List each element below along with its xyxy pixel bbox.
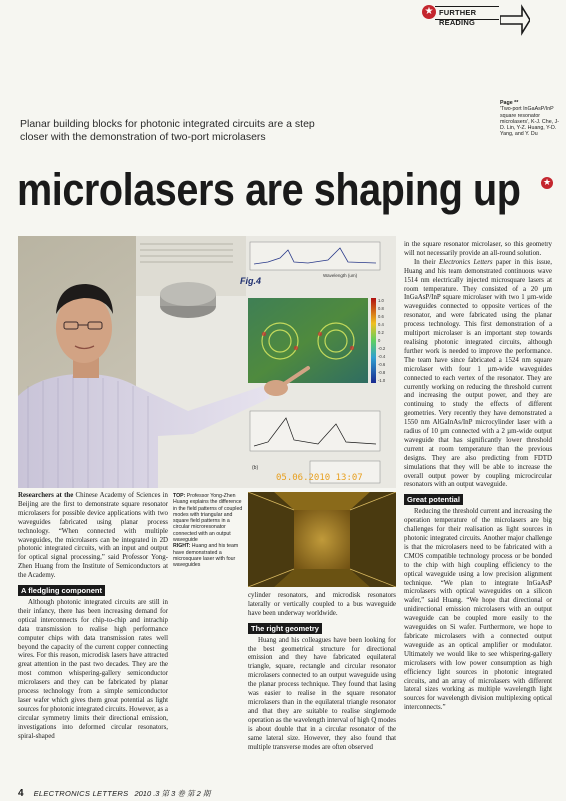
footer: [18, 783, 210, 801]
colorbar-tick: -0.2: [378, 346, 386, 351]
journal-name: ELECTRONICS LETTERS: [33, 789, 129, 798]
intro-paragraph: Chinese Academy of Sciences in Beijing are the first to demonstrate square resonator microlasers for possible device applications with two waveguides fabricated using planar process technology. “When connected with multiple waveguides, the microlasers can be integrated in 2D photonic integrated circuits, with an input and output for optical signal processing,” said Professor Yong-Zhen Huang from the Institute of Semiconductors at the Academy.: [18, 492, 168, 580]
section-heading-great-potential: Great potential: [404, 494, 463, 505]
further-reading-label: FURTHER READING: [439, 8, 477, 27]
issue-info: 2010 .3 第 3 卷 第 2 期: [134, 789, 211, 798]
section-heading-right-geometry: The right geometry: [248, 623, 322, 634]
title-star-icon: ★: [542, 178, 552, 188]
colorbar-tick: -1.0: [378, 378, 386, 383]
further-reading-reference: [500, 100, 564, 138]
colorbar-tick: 0.6: [378, 314, 384, 319]
caption-label-right: RIGHT:: [173, 543, 191, 550]
plot-axis-label: Wavelength (um): [323, 273, 358, 278]
paragraph: Reducing the threshold current and increasing the operation temperature of the microlasers are big challenges for their realisation as light sources in photonic integrated circuits. Another major challenge is that the microlasers need to be fabricated with a CMOS compatible technology process or be bonded to the chip with high coupling efficiency to the optical waveguide using a low precision alignment technique. “We plan to integrate InGaAsP microlasers with optical waveguides on a silicon wafer,” said Huang. “We hope that directional or unidirectional emission microlasers with an output waveguide can be coupled more easily to the waveguides on Si wafer. Furthermore, we hope to fabricate microlasers with a connected output waveguide as an optical amplifier or modulator. Ultimately we would like to see whispering-gallery microlasers with low power consumption as high efficiency light sources in photonic integrated circuits, and an array of microlasers with different lateral sizes working as multiple wavelength light sources for wavelength division multiplexing optical interconnects.”: [404, 508, 552, 712]
colorbar-tick: 1.0: [378, 298, 384, 303]
colorbar-tick: 0: [378, 338, 381, 343]
further-reading-tab: [435, 6, 499, 27]
star-icon: ★: [422, 5, 436, 19]
arrow-right-icon: [500, 3, 530, 37]
text-run: In their: [414, 258, 440, 266]
paragraph: in the square resonator microlaser, so this geometry will not necessarily provide an all-round solution.: [404, 241, 552, 257]
paragraph: cylinder resonators, and microdisk resonators laterally or vertically coupled to a bus waveguide have been underway worldwide.: [248, 592, 396, 617]
colorbar-tick: -0.8: [378, 370, 386, 375]
colorbar-tick: 0.8: [378, 306, 384, 311]
page-label: Page **: [500, 100, 519, 106]
column-1: [18, 492, 168, 741]
caption-right-text: Huang and his team have demonstrated a microsquare laser with four waveguides: [173, 543, 239, 569]
page-title: microlasers are shaping up: [17, 164, 521, 215]
section-heading-fledgling: A fledgling component: [18, 585, 105, 596]
text-run: paper in this issue, Huang and his team demonstrated continuous wave 1514 nm electrically injected microsquare lasers at room temperature. They consisted of a 20 µm InGaAsP/InP square microlaser with two 1 µm-wide waveguides connected to opposite vertices of the resonator, and were fabricated using the planar process technology. This first demonstration of a multiport microlaser is an important step towards realising photonic integrated circuits, although further work is needed to improve the performance. The team have since fabricated a 1524 nm square microlaser with four 1 µm-wide waveguides connected to each vertex of the resonator. They are currently working on reducing the threshold current and increasing the output power, and they are continuing to study the effects of different geometries. Very recently they have demonstrated a 1550 nm AlGaInAs/InP microcylinder laser with a radius of 10 µm connected with a 2 µm-wide output waveguide that has significantly lower threshold current at room temperature than the previous designs. They are also predicting from FDTD simulations that they will be able to increase the overall output power by coupling microcircular resonators with an output waveguide.: [404, 258, 553, 489]
caption-top-text: Professor Yong-Zhen Huang explains the difference in the field patterns of coupled modes with triangular and square field patterns in a circular microresonator connected with an output waveguide: [173, 493, 243, 544]
paragraph: Although photonic integrated circuits are still in their infancy, there has been increasing demand for optical interconnects for chip-to-chip and intrachip data transmission to realise high performance computer chips with data transmission rates well beyond the capacity of the current copper connecting wires. For this reason, microdisk lasers have attracted great attention in the past two decades. They are the most common whispering-gallery semiconductor microlasers and they can be fabricated by planar process technology from a simple semiconductor laser wafer which gives them great potential as light sources for photonic integrated circuits. However, as a circular symmetry limits their directional emission, investigations into deformed circular resonators, spiral-shaped: [18, 598, 168, 740]
micrograph-image: [248, 492, 396, 587]
standfirst: Planar building blocks for photonic integrated circuits are a step closer with the demonstration of two-port microlasers: [20, 118, 315, 143]
caption-label-top: TOP:: [173, 493, 186, 499]
colorbar-tick: 0.2: [378, 330, 384, 335]
page-number: 4: [18, 788, 24, 799]
journal-name-italic: Electronics Letters: [439, 258, 493, 266]
column-2: [248, 592, 396, 752]
photo-captions: [173, 493, 243, 569]
intro-lead: Researchers at the: [18, 492, 74, 499]
fig-label: Fig.4: [240, 276, 262, 286]
photo-timestamp: 05.06.2010 13:07: [276, 473, 363, 483]
colorbar-tick: -0.4: [378, 354, 386, 359]
colorbar-tick: 0.4: [378, 322, 384, 327]
paragraph: Huang and his colleagues have been looking for the best geometrical structure for directional emission and they have fabricated equilateral triangle, square, rectangle and circular resonator microlasers connected to an output waveguide using the planar process technique. They found that lasing was easier to realise in the square resonator microlasers than in the equilateral triangle resonator and that they are suitable to realise singlemode operation as the wavelength interval of high Q modes is about double that in a circular resonator of the same lateral size. However, they also found that multiple transverse modes are often observed: [248, 636, 396, 751]
reference-text: 'Two-port InGaAsP/InP square resonator microlasers', K-J. Che, J-D. Lin, Y-Z. Huang, Y-D. Yang, and Y. Du: [500, 106, 559, 138]
plot-panel-label: (b): [252, 465, 259, 471]
colorbar-tick: -0.6: [378, 362, 386, 367]
colorbar: [371, 298, 376, 383]
column-3: [404, 241, 552, 713]
main-photo: [18, 236, 396, 488]
